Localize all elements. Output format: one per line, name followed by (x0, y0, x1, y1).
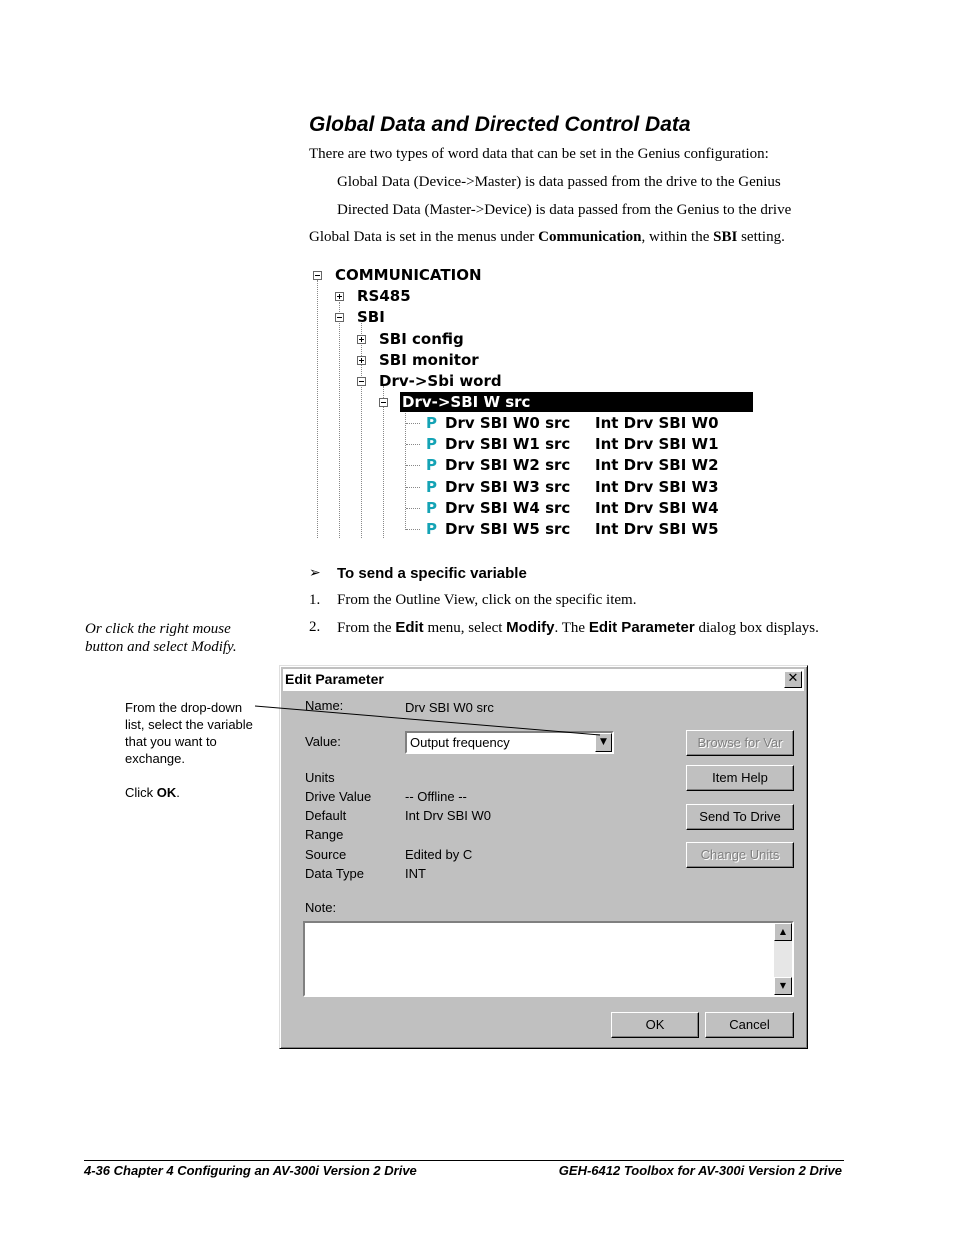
tree-param-row[interactable]: P Drv SBI W5 src Int Drv SBI W5 (305, 519, 755, 539)
menu-tree: COMMUNICATION RS485 SBI SBI config SBI monitor Drv->Sbi word Drv->SBI W src P Drv SBI W0 src Int Drv SBI W0 P Drv SBI W1 src Int Drv SBI W1 P Drv SBI W2 src Int Drv SBI W2 P Drv SBI W3 src Int Drv SBI W3 P Drv SBI W4 src Int Drv SBI W4 P Drv SBI W5 src Int Drv SBI W5 (305, 262, 755, 542)
ok-button[interactable]: OK (611, 1012, 699, 1038)
step-1-text: From the Outline View, click on the specific item. (337, 592, 637, 608)
global-data-sentence: Global Data is set in the menus under Communication, within the SBI setting. (309, 229, 785, 245)
name-value: Drv SBI W0 src (405, 700, 494, 715)
arrow-bullet-icon: ➢ (309, 565, 321, 581)
footer-rule (84, 1160, 844, 1161)
parameter-icon: P (426, 520, 437, 538)
value-selected: Output frequency (410, 735, 510, 750)
units-label: Units (305, 770, 335, 785)
global-data-item: Global Data (Device->Master) is data passed from the drive to the Genius (337, 174, 781, 190)
tree-param-row[interactable]: P Drv SBI W3 src Int Drv SBI W3 (305, 477, 755, 497)
footer-left: 4-36 Chapter 4 Configuring an AV-300i Version 2 Drive (84, 1163, 417, 1178)
name-label: Name: (305, 698, 344, 713)
tree-param-row[interactable]: P Drv SBI W1 src Int Drv SBI W1 (305, 434, 755, 454)
section-title: Global Data and Directed Control Data (309, 113, 691, 136)
intro-paragraph: There are two types of word data that can be set in the Genius configuration: (309, 146, 769, 162)
side-note: Or click the right mouse button and select Modify. (85, 621, 237, 655)
drive-value-label: Drive Value (305, 789, 372, 804)
data-type-value: INT (405, 866, 426, 881)
step-1-number: 1. (309, 592, 321, 608)
source-value: Edited by C (405, 847, 473, 862)
procedure-heading: To send a specific variable (337, 565, 527, 582)
tree-param-row[interactable]: P Drv SBI W2 src Int Drv SBI W2 (305, 455, 755, 475)
parameter-icon: P (426, 499, 437, 517)
callout-text: From the drop-down list, select the variable that you want to exchange. Click OK. (125, 700, 253, 800)
change-units-button[interactable]: Change Units (686, 842, 794, 868)
cancel-button[interactable]: Cancel (705, 1012, 794, 1038)
step-2-text: From the Edit menu, select Modify. The Edit Parameter dialog box displays. (337, 619, 819, 636)
step-2-number: 2. (309, 619, 321, 635)
chevron-down-icon[interactable]: ▼ (595, 733, 612, 752)
scroll-up-icon[interactable]: ▲ (774, 923, 792, 941)
selected-node-label[interactable]: Drv->SBI W src (400, 392, 753, 412)
source-label: Source (305, 847, 347, 862)
send-to-drive-button[interactable]: Send To Drive (686, 804, 794, 830)
parameter-icon: P (426, 456, 437, 474)
browse-for-var-button[interactable]: Browse for Var (686, 730, 794, 756)
default-value: Int Drv SBI W0 (405, 808, 491, 823)
data-type-label: Data Type (305, 866, 365, 881)
directed-data-item: Directed Data (Master->Device) is data passed from the Genius to the drive (337, 202, 792, 218)
default-label: Default (305, 808, 347, 823)
close-icon[interactable]: ✕ (784, 671, 802, 688)
tree-param-row[interactable]: P Drv SBI W0 src Int Drv SBI W0 (305, 413, 755, 433)
parameter-icon: P (426, 414, 437, 432)
value-label: Value: (305, 734, 341, 749)
footer-right: GEH-6412 Toolbox for AV-300i Version 2 Drive (558, 1163, 842, 1178)
note-label: Note: (305, 900, 337, 915)
drive-value: -- Offline -- (405, 789, 467, 804)
parameter-icon: P (426, 478, 437, 496)
tree-param-row[interactable]: P Drv SBI W4 src Int Drv SBI W4 (305, 498, 755, 518)
dialog-title: Edit Parameter (285, 671, 384, 687)
scroll-down-icon[interactable]: ▼ (774, 977, 792, 995)
parameter-icon: P (426, 435, 437, 453)
item-help-button[interactable]: Item Help (686, 765, 794, 791)
range-label: Range (305, 827, 344, 842)
